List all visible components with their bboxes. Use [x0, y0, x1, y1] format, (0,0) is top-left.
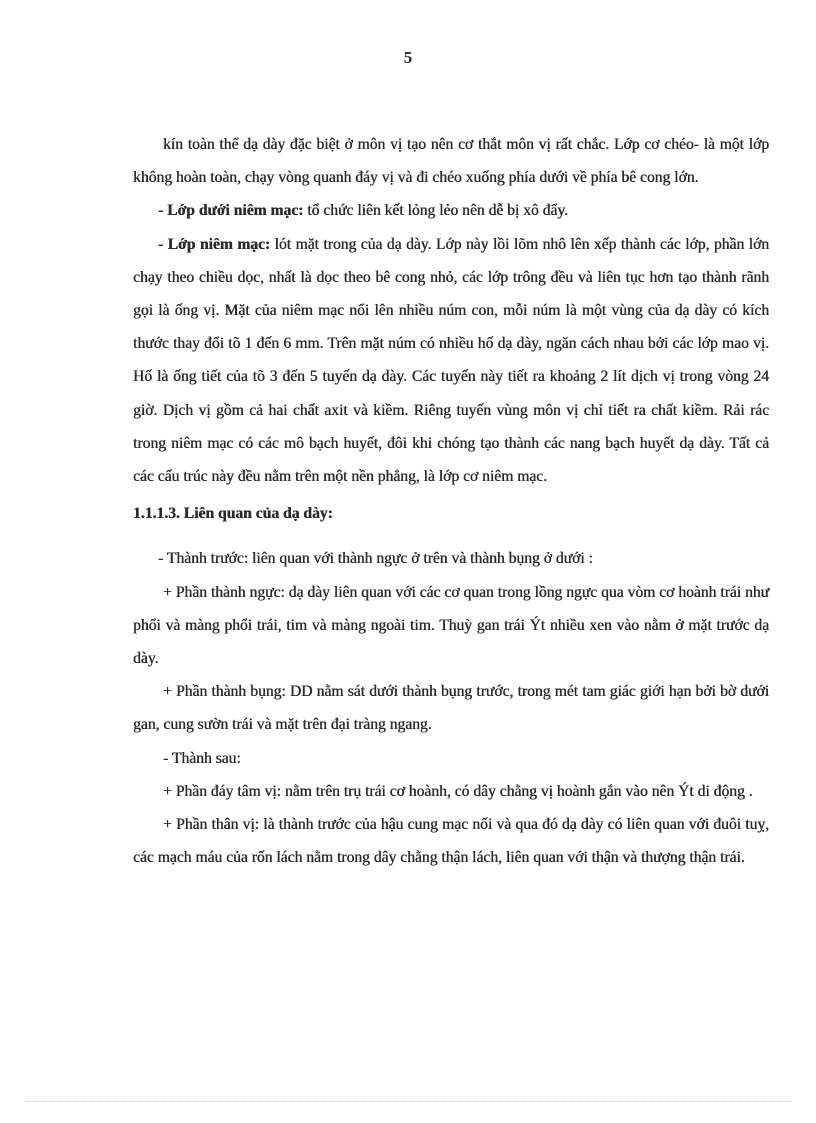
paragraph-front-wall: - Thành trước: liên quan với thành ngực ở trên và thành bụng ở dưới : [158, 550, 593, 568]
mucosa-label: - Lớp niêm mạc: [158, 235, 271, 253]
paragraph-body-stomach: + Phần thân vị: là thành trước của hậu cung mạc nối và qua đó dạ dày có liên quan với đuôi tuỵ, các mạch máu của rốn lách nằm trong dây chằng thận lách, liên quan với thận và thượng thận trái. [133, 816, 769, 867]
submucosa-text: tổ chức liên kết lỏng lẻo nên dễ bị xô đẩy. [303, 202, 568, 220]
document-body [133, 128, 769, 874]
page-number: 5 [403, 48, 413, 67]
section-heading: 1.1.1.3. Liên quan của dạ dày: [133, 505, 333, 523]
paragraph-submucosa [133, 194, 769, 227]
paragraph-abdominal-part: + Phần thành bụng: DD nằm sát dưới thành bụng trước, trong mét tam giác giới hạn bởi bờ dưới gan, cung sườn trái và mặt trên đại tràng ngang. [133, 683, 769, 734]
submucosa-label: - Lớp dưới niêm mạc: [158, 202, 304, 220]
paragraph-chest-part: + Phần thành ngực: dạ dày liên quan với các cơ quan trong lồng ngực qua vòm cơ hoành trái như phổi và màng phổi trái, tim và màng ngoài tim. Thuỳ gan trái Ýt nhiều xen vào nằm ở mặt trước dạ dày. [133, 583, 769, 668]
mucosa-text: lót mặt trong của dạ dày. Lớp này lồi lõm nhô lên xếp thành các lớp, phần lớn chạy theo chiều dọc, nhất là dọc theo bê cong nhỏ, các lớp trông đều và liên tục hơn tạo thành rãnh gọi là ống vị. Mặt của niêm mạc nổi lên nhiều núm con, mỗi núm là một vùng của dạ dày có kích thước thay đổi tõ 1 đến 6 mm. Trên mặt núm có nhiều hố dạ dày, ngăn cách nhau bởi các lớp mao vị. Hố là ống tiết của tõ 3 đến 5 tuyến dạ dày. Các tuyến này tiết ra khoảng 2 lít dịch vị trong vòng 24 giờ. Dịch vị gồm cả hai chất axit và kiềm. Riêng tuyến vùng môn vị chỉ tiết ra chất kiềm. Rải rác trong niêm mạc có các mô bạch huyết, đôi khi chóng tạo thành các nang bạch huyết dạ dày. Tất cả các cấu trúc này đều nằm trên một nền phẳng, là lớp cơ niêm mạc. [133, 235, 769, 486]
paragraph-mucosa [133, 228, 769, 494]
footer-divider [25, 1101, 791, 1102]
paragraph-back-wall: - Thành sau: [163, 749, 241, 767]
paragraph-fundus-cardia: + Phần đáy tâm vị: nằm trên trụ trái cơ hoành, có dây chằng vị hoành gắn vào nên Ýt di động . [163, 782, 753, 800]
paragraph-muscle-layer: kín toàn thể dạ dày đặc biệt ở môn vị tạo nên cơ thắt môn vị rất chắc. Lớp cơ chéo- là một lớp không hoàn toàn, chạy vòng quanh đáy vị và đi chéo xuống phía dưới về phía bê cong lớn. [133, 136, 769, 187]
